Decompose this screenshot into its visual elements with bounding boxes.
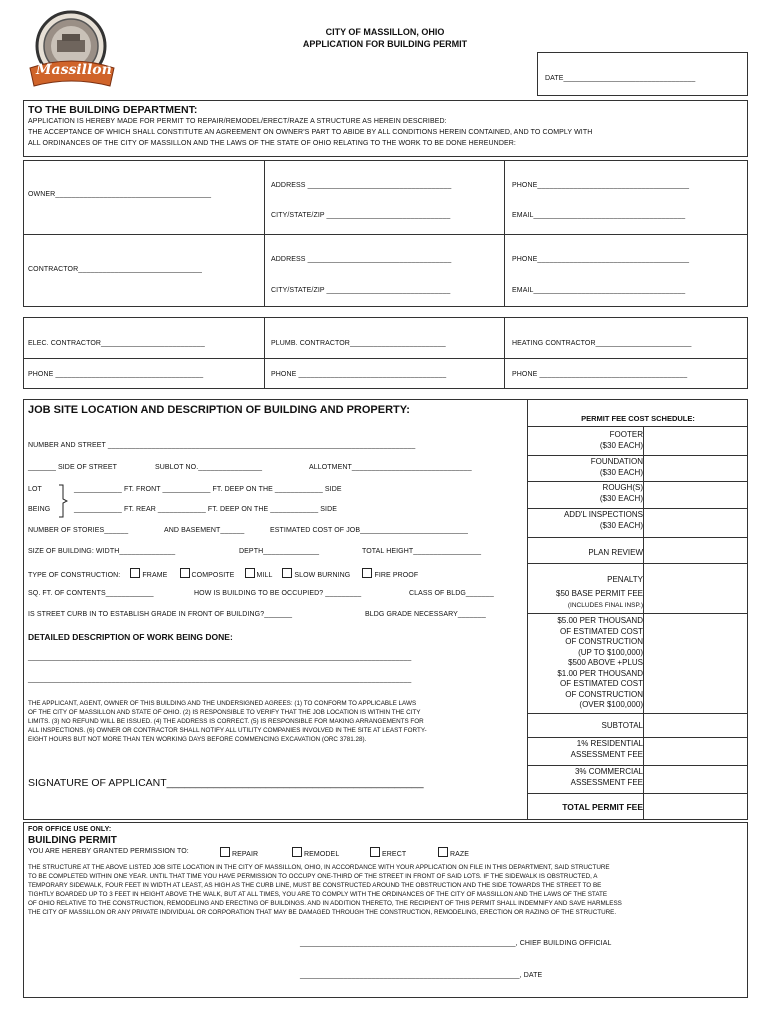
slow-burning-label: SLOW BURNING	[294, 572, 351, 579]
detail-heading: DETAILED DESCRIPTION OF WORK BEING DONE:	[28, 632, 233, 642]
plumb-contractor-field[interactable]: PLUMB. CONTRACTOR________________________	[271, 340, 446, 347]
raze-label: RAZE	[450, 851, 470, 858]
form-title: APPLICATION FOR BUILDING PERMIT	[302, 39, 468, 49]
erect-option	[370, 847, 406, 858]
fee-penalty: PENALTY	[607, 575, 643, 584]
fee-total: TOTAL PERMIT FEE	[562, 802, 643, 812]
fee-roughs: ROUGH(S) ($30 EACH)	[599, 483, 643, 503]
official-date-field[interactable]: _______________________________________________________, DATE	[300, 972, 543, 979]
signature-field[interactable]: SIGNATURE OF APPLICANT____________________________________________	[28, 777, 424, 789]
remodel-option	[292, 847, 339, 858]
sublot-field[interactable]: SUBLOT NO.________________	[155, 464, 263, 471]
construction-type-row	[28, 568, 418, 579]
lot-brace	[58, 484, 68, 523]
logo-wordmark: Massillon	[36, 62, 112, 78]
permit-text-5: OF OHIO RELATIVE TO THE CONSTRUCTION, REMODELING AND ERECTING OF BUILDINGS. AND IN ADDITION THERETO, THE RECIPIENT OF THIS PERMIT SHALL INDEMNIFY AND SAVE HARMLESS	[28, 900, 622, 907]
sqft-contents-field[interactable]: SQ. FT. OF CONTENTS____________	[28, 590, 154, 597]
width-field[interactable]: SIZE OF BUILDING: WIDTH______________	[28, 548, 176, 555]
fee-plan-review: PLAN REVIEW	[588, 548, 643, 557]
repair-option	[220, 847, 258, 858]
heating-contractor-field[interactable]: HEATING CONTRACTOR________________________	[512, 340, 692, 347]
permit-text-1: THE STRUCTURE AT THE ABOVE LISTED JOB SITE LOCATION IN THE CITY OF MASSILLON, OHIO, IN ACCORDANCE WITH YOUR APPLICATION ON FILE IN THIS DEPARTMENT, SAID STRUCTURE	[28, 864, 610, 871]
intro-line-1: APPLICATION IS HEREBY MADE FOR PERMIT TO REPAIR/REMODEL/ERECT/RAZE A STRUCTURE AS HEREIN DESCRIBED:	[28, 118, 447, 125]
city-title: CITY OF MASSILLON, OHIO	[325, 27, 445, 37]
contractor-email-field[interactable]: EMAIL______________________________________	[512, 287, 686, 294]
fee-additional-inspections: ADD'L INSPECTIONS ($30 EACH)	[563, 510, 643, 530]
city-logo	[24, 6, 120, 96]
intro-line-3: ALL ORDINANCES OF THE CITY OF MASSILLON AND THE LAWS OF THE STATE OF OHIO RELATING TO THE WORK TO BE DONE HEREUNDER:	[28, 140, 516, 147]
slow-burning-checkbox[interactable]	[282, 568, 292, 578]
contractor-phone-field[interactable]: PHONE______________________________________	[512, 256, 690, 263]
street-curb-field[interactable]: IS STREET CURB IN TO ESTABLISH GRADE IN FRONT OF BUILDING?_______	[28, 611, 293, 618]
plumb-phone-field[interactable]: PHONE _____________________________________	[271, 371, 447, 378]
composite-label: COMPOSITE	[191, 572, 235, 579]
raze-checkbox[interactable]	[438, 847, 448, 857]
fee-residential: 1% RESIDENTIAL ASSESSMENT FEE	[570, 739, 643, 759]
date-field[interactable]: DATE_________________________________	[545, 75, 696, 82]
allotment-field[interactable]: ALLOTMENT______________________________	[309, 464, 472, 471]
fee-commercial: 3% COMMERCIAL ASSESSMENT FEE	[570, 767, 643, 787]
composite-checkbox[interactable]	[180, 568, 190, 578]
repair-checkbox[interactable]	[220, 847, 230, 857]
repair-label: REPAIR	[232, 851, 259, 858]
basement-field[interactable]: AND BASEMENT______	[164, 527, 245, 534]
fee-per-thousand: $5.00 PER THOUSAND OF ESTIMATED COST OF CONSTRUCTION (UP TO $100,000) $500 ABOVE +PLUS $1.00 PER THOUSAND OF ESTIMATED COST OF CONSTRUCTION (OVER $100,000)	[557, 616, 643, 709]
rear-dimensions-field[interactable]: ____________ FT. REAR ____________ FT. DEEP ON THE ____________ SIDE	[74, 506, 337, 513]
construction-type-label: TYPE OF CONSTRUCTION:	[28, 572, 121, 579]
depth-field[interactable]: DEPTH______________	[239, 548, 320, 555]
agreement-line-5: EIGHT HOURS BUT NOT MORE THAN TEN WORKING DAYS BEFORE COMMENCING EXCAVATION (ORC 3781.28).	[28, 736, 367, 743]
fee-subtotal: SUBTOTAL	[601, 721, 643, 730]
fee-base: $50 BASE PERMIT FEE	[556, 589, 643, 598]
remodel-checkbox[interactable]	[292, 847, 302, 857]
intro-line-2: THE ACCEPTANCE OF WHICH SHALL CONSTITUTE AN AGREEMENT ON OWNER'S PART TO ABIDE BY ALL CONDITIONS HEREIN CONTAINED, AND TO COMPLY WITH	[28, 129, 593, 136]
elec-contractor-field[interactable]: ELEC. CONTRACTOR__________________________	[28, 340, 205, 347]
agreement-line-3: LIMITS. (3) NO REFUND WILL BE ISSUED. (4) THE ADDRESS IS CORRECT. (5) IS RESPONSIBLE FOR MAKING ARRANGEMENTS FOR	[28, 718, 424, 725]
owner-city-field[interactable]: CITY/STATE/ZIP _______________________________	[271, 212, 451, 219]
detail-line-1[interactable]: ________________________________________________________________________________________________	[28, 654, 412, 661]
grade-necessary-field[interactable]: BLDG GRADE NECESSARY_______	[365, 611, 486, 618]
permit-text-6: THE CITY OF MASSILLON OR ANY PRIVATE INDIVIDUAL OR CORPORATION THAT MAY BE DAMAGED THROUGH THE CONSTRUCTION, REMODELING, ERECTION OR RAZING OF THE STRUCTURE.	[28, 909, 617, 916]
fee-foundation: FOUNDATION ($30 EACH)	[590, 457, 643, 477]
number-street-field[interactable]: NUMBER AND STREET _____________________________________________________________________________	[28, 442, 416, 449]
job-heading: JOB SITE LOCATION AND DESCRIPTION OF BUILDING AND PROPERTY:	[28, 404, 410, 416]
agreement-line-1: THE APPLICANT, AGENT, OWNER OF THIS BUILDING AND THE UNDERSIGNED AGREES: (1) TO CONFORM TO APPLICABLE LAWS	[28, 700, 417, 707]
front-dimensions-field[interactable]: ____________ FT. FRONT ____________ FT. DEEP ON THE ____________ SIDE	[74, 486, 342, 493]
intro-heading: TO THE BUILDING DEPARTMENT:	[28, 104, 198, 116]
contractor-city-field[interactable]: CITY/STATE/ZIP _______________________________	[271, 287, 451, 294]
fire-proof-label: FIRE PROOF	[374, 572, 419, 579]
permit-text-3: TEMPORARY SIDEWALK, FOUR FEET IN WIDTH AT LEAST, AS HIGH AS THE CURB LINE, MUST BE CONSTRUCTED AROUND THE OBSTRUCTION AND THE SIDE TOWARDS THE STREET TO BE	[28, 882, 602, 889]
agreement-line-2: OF THE CITY OF MASSILLON AND STATE OF OHIO. (2) IS RESPONSIBLE TO VERIFY THAT THE JOB LOCATION IS WITHIN THE CITY	[28, 709, 421, 716]
class-of-building-field[interactable]: CLASS OF BLDG_______	[409, 590, 494, 597]
mill-checkbox[interactable]	[245, 568, 255, 578]
height-field[interactable]: TOTAL HEIGHT_________________	[362, 548, 482, 555]
erect-label: ERECT	[382, 851, 407, 858]
contractor-field[interactable]: CONTRACTOR_______________________________	[28, 266, 203, 273]
estimated-cost-field[interactable]: ESTIMATED COST OF JOB___________________________	[270, 527, 468, 534]
owner-email-field[interactable]: EMAIL______________________________________	[512, 212, 686, 219]
contractor-address-field[interactable]: ADDRESS ____________________________________	[271, 256, 452, 263]
fee-base-note: (INCLUDES FINAL INSP.)	[567, 602, 643, 609]
remodel-label: REMODEL	[304, 851, 340, 858]
being-label: BEING	[28, 506, 51, 513]
chief-building-official-field[interactable]: ______________________________________________________, CHIEF BUILDING OFFICIAL	[300, 940, 612, 947]
granted-permission-text: YOU ARE HEREBY GRANTED PERMISSION TO:	[28, 848, 189, 855]
lot-label: LOT	[28, 486, 42, 493]
trades-box	[23, 317, 748, 389]
fire-proof-checkbox[interactable]	[362, 568, 372, 578]
frame-label: FRAME	[142, 572, 168, 579]
agreement-line-4: ALL INSPECTIONS. (6) OWNER OR CONTRACTOR SHALL NOTIFY ALL UTILITY COMPANIES INVOLVED IN THE SITE AT LEAST FORTY-	[28, 727, 427, 734]
permit-text-2: TO BE COMPLETED WITHIN ONE YEAR. UNTIL THAT TIME YOU HAVE PERMISSION TO OCCUPY ONE-THIRD OF THE STREET IN FRONT OF SAID LOTS. IF THE SIDEWALK IS OBSTRUCTED, A	[28, 873, 598, 880]
building-permit-heading: BUILDING PERMIT	[28, 835, 117, 846]
fee-footer: FOOTER ($30 EACH)	[599, 430, 643, 450]
office-use-label: FOR OFFICE USE ONLY:	[28, 826, 112, 833]
heating-phone-field[interactable]: PHONE _____________________________________	[512, 371, 688, 378]
stories-field[interactable]: NUMBER OF STORIES______	[28, 527, 129, 534]
permit-text-4: TIGHTLY BOARDED UP TO 3 FEET IN HEIGHT ABOVE THE WALK, BUT AT ALL TIMES, YOU ARE TO COMPLY WITH THE ORDINANCES OF THE CITY OF MASSILLON AND THE LAWS OF THE STATE	[28, 891, 608, 898]
owner-field[interactable]: OWNER_______________________________________	[28, 191, 212, 198]
erect-checkbox[interactable]	[370, 847, 380, 857]
elec-phone-field[interactable]: PHONE _____________________________________	[28, 371, 204, 378]
mill-label: MILL	[256, 572, 273, 579]
raze-option	[438, 847, 469, 858]
frame-checkbox[interactable]	[130, 568, 140, 578]
fee-schedule-heading: PERMIT FEE COST SCHEDULE:	[581, 414, 695, 423]
side-of-street-field[interactable]: _______ SIDE OF STREET	[28, 464, 117, 471]
owner-phone-field[interactable]: PHONE______________________________________	[512, 182, 690, 189]
occupancy-field[interactable]: HOW IS BUILDING TO BE OCCUPIED? _________	[194, 590, 362, 597]
owner-address-field[interactable]: ADDRESS ____________________________________	[271, 182, 452, 189]
date-box	[537, 52, 748, 96]
detail-line-2[interactable]: ________________________________________________________________________________________________	[28, 676, 412, 683]
